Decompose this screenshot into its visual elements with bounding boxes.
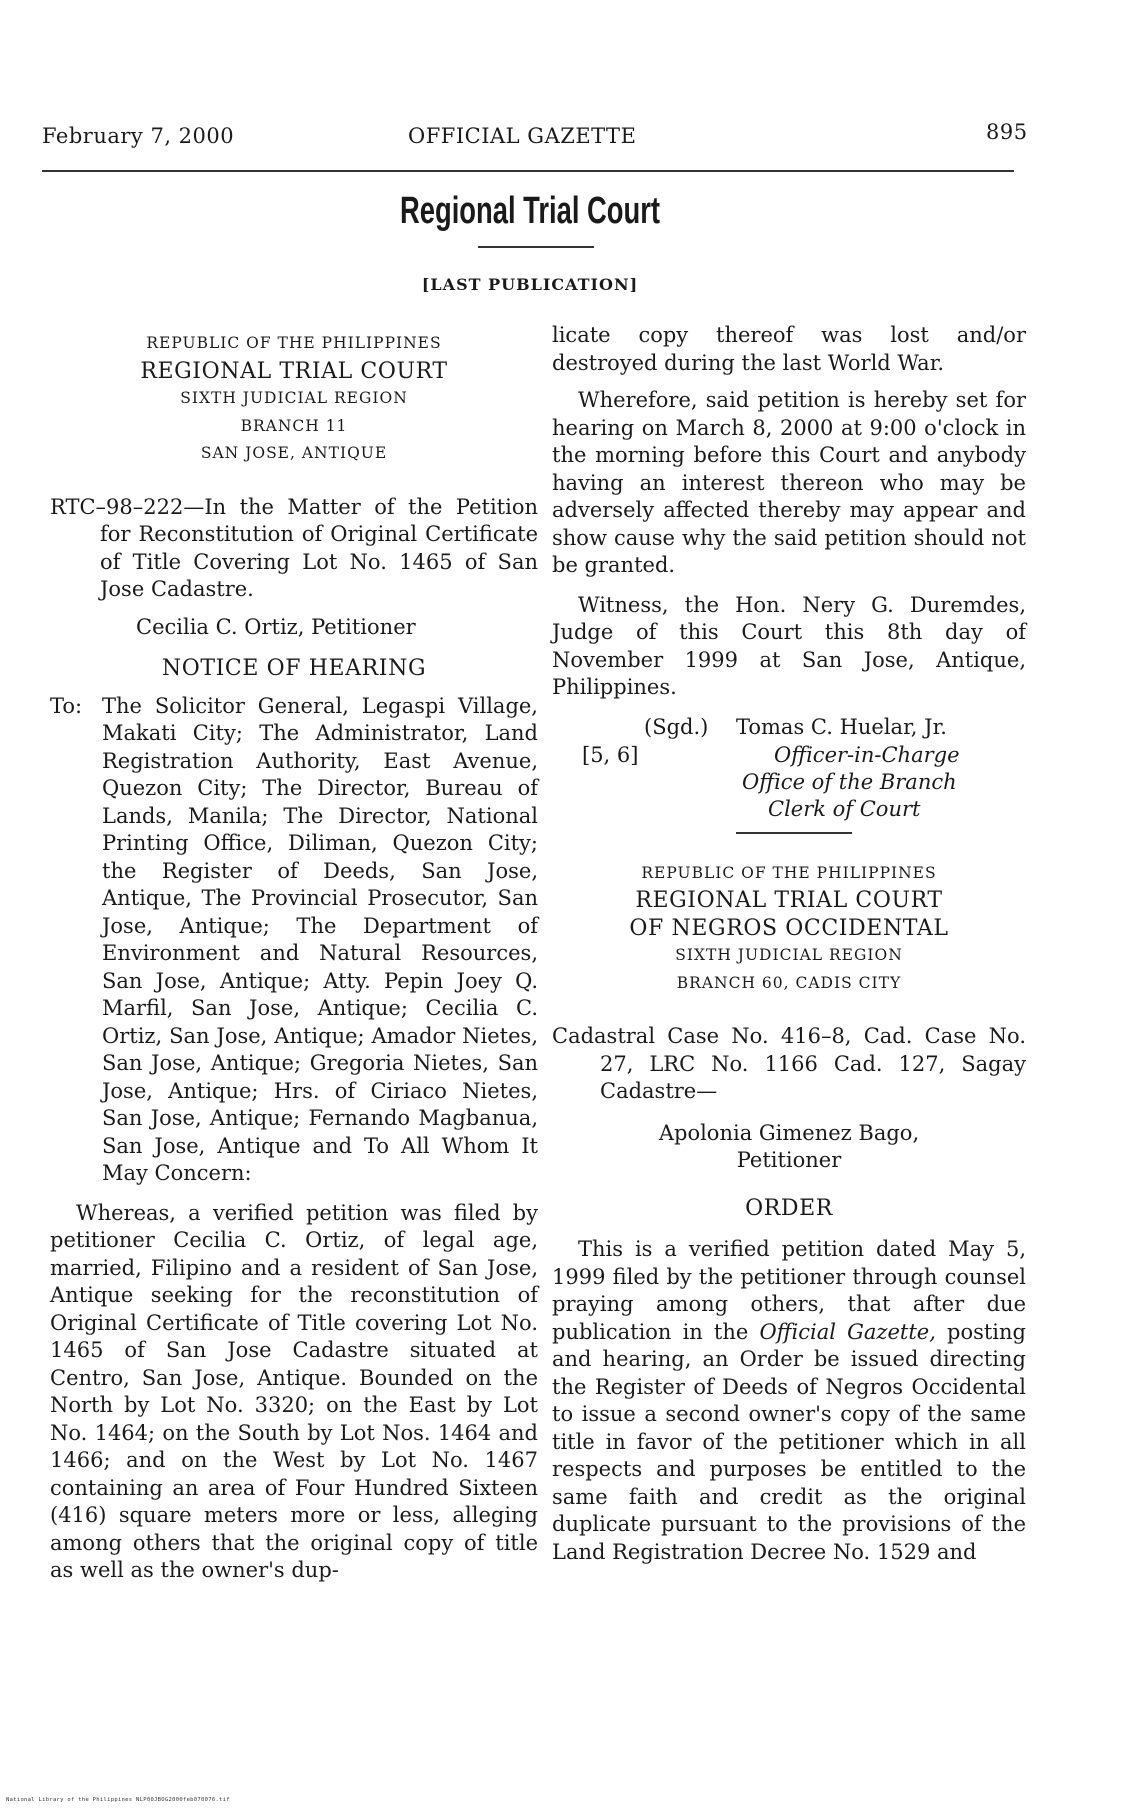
order-text-part-2: posting and hearing, an Order be issued directing the Register of Deeds of Negros Occidental to issue a second owner's copy of the same title in favor of the petitioner which in all respects and purposes be entitled to the same faith and credit as the original duplicate pursuant to the provisions of the Land Registration Decree No. 1529 and — [552, 1319, 1026, 1564]
order-heading: ORDER — [745, 1195, 833, 1221]
petitioner2-role: Petitioner — [736, 1148, 842, 1172]
header-page-number: 895 — [986, 120, 1028, 144]
addressee-list: The Solicitor General, Legaspi Village, Makati City; The Administrator, Land Registration Authority, East Avenue, Quezon City; The Director, Bureau of Lands, Manila; The Director, National Printing Office, Diliman, Quezon City; the Register of Deeds, San Jose, Antique, The Provincial Prosecutor, San Jose, Antique; The Department of Environment and Natural Resources, San Jose, Antique; Atty. Pepin Joey Q. Marfil, San Jose, Antique; Cecilia C. Ortiz, San Jose, Antique; Amador Nietes, San Jose, Antique; Gregoria Nietes, San Jose, Antique; Hrs. of Ciriaco Nietes, San Jose, Antique; Fernando Magbanua, San Jose, Antique and To All Whom It May Concern: — [102, 693, 538, 1185]
whereas-paragraph: Whereas, a verified petition was filed by petitioner Cecilia C. Ortiz, of legal age, married, Filipino and a resident of San Jose, Antique seeking for the reconstitution of Original Certificate of Title covering Lot No. 1465 of San Jose Cadastre situated at Centro, San Jose, Antique. Bounded on the North by Lot No. 3320; on the East by Lot No. 1464; on the South by Lot Nos. 1464 and 1466; and on the West by Lot No. 1467 containing an area of Four Hundred Sixteen (416) square meters more or less, alleging among others that the original copy of title as well as the owner's dup- — [50, 1200, 538, 1582]
order-text-gazette: Official Gazette, — [759, 1319, 936, 1344]
right-column — [552, 322, 1026, 1566]
order-paragraph — [552, 1236, 1026, 1566]
signature-rule — [736, 832, 852, 834]
wherefore-paragraph: Wherefore, said petition is hereby set for hearing on March 8, 2000 at 9:00 o'clock in the morning before this Court and anybody having an interest thereon who may be adversely affected thereby may appear and show cause why the said petition should not be granted. — [552, 388, 1026, 577]
issue-reference: [5, 6] — [582, 742, 639, 767]
court2-line-province: OF NEGROS OCCIDENTAL — [629, 915, 949, 941]
court-line-republic: REPUBLIC OF THE PHILIPPINES — [146, 334, 442, 352]
court2-heading — [552, 860, 1026, 998]
signer-name: Tomas C. Huelar, Jr. — [736, 714, 947, 739]
petitioner2-name: Apolonia Gimenez Bago, — [658, 1120, 920, 1145]
title-rule — [478, 246, 594, 248]
case-title: RTC–98–222—In the Matter of the Petition for Reconstitution of Original Certificate of Title Covering Lot No. 1465 of San Jose Cadastre. — [50, 494, 538, 601]
court2-line-rtc: REGIONAL TRIAL COURT — [635, 888, 943, 913]
case2-title: Cadastral Case No. 416–8, Cad. Case No. 27, LRC No. 1166 Cad. 127, Sagay Cadastre— — [552, 1024, 1026, 1103]
library-footer-note: National Library of the Philippines NLP00JBOG2000feb070076.tif — [6, 1797, 230, 1803]
petitioner-line: Cecilia C. Ortiz, Petitioner — [136, 614, 416, 639]
to-label: To: — [50, 693, 83, 718]
court-line-branch: BRANCH 11 — [240, 416, 348, 435]
left-column — [50, 330, 538, 1585]
header-rule — [42, 170, 1014, 172]
court2-line-branch: BRANCH 60, CADIS CITY — [676, 973, 902, 992]
section-title: Regional Trial Court — [400, 190, 660, 232]
court-line-location: SAN JOSE, ANTIQUE — [200, 444, 388, 462]
court2-line-region: SIXTH JUDICIAL REGION — [675, 946, 903, 964]
signer-title-office: Office of the Branch — [742, 769, 957, 794]
last-publication-label: [LAST PUBLICATION] — [421, 275, 639, 294]
signature-block — [552, 714, 1026, 840]
signer-title-officer: Officer-in-Charge — [774, 742, 960, 767]
header-publication: OFFICIAL GAZETTE — [408, 124, 637, 148]
court-line-region: SIXTH JUDICIAL REGION — [180, 389, 408, 407]
order-text-part-1: This is a verified petition dated May 5, 1999 filed by the petitioner through counsel praying among others, that after due publication in the — [552, 1237, 1026, 1344]
court-line-rtc: REGIONAL TRIAL COURT — [140, 358, 448, 384]
notice-heading: NOTICE OF HEARING — [161, 656, 427, 681]
sgd-mark: (Sgd.) — [644, 714, 709, 739]
signer-title-clerk: Clerk of Court — [768, 796, 921, 821]
continued-paragraph: licate copy thereof was lost and/or destroyed during the last World War. — [552, 323, 1026, 375]
court2-line-republic: REPUBLIC OF THE PHILIPPINES — [641, 863, 937, 882]
header-date: February 7, 2000 — [42, 124, 235, 148]
addressee-block — [50, 693, 538, 1188]
witness-paragraph: Witness, the Hon. Nery G. Duremdes, Judge of this Court this 8th day of November 1999 at San Jose, Antique, Philippines. — [552, 592, 1026, 699]
